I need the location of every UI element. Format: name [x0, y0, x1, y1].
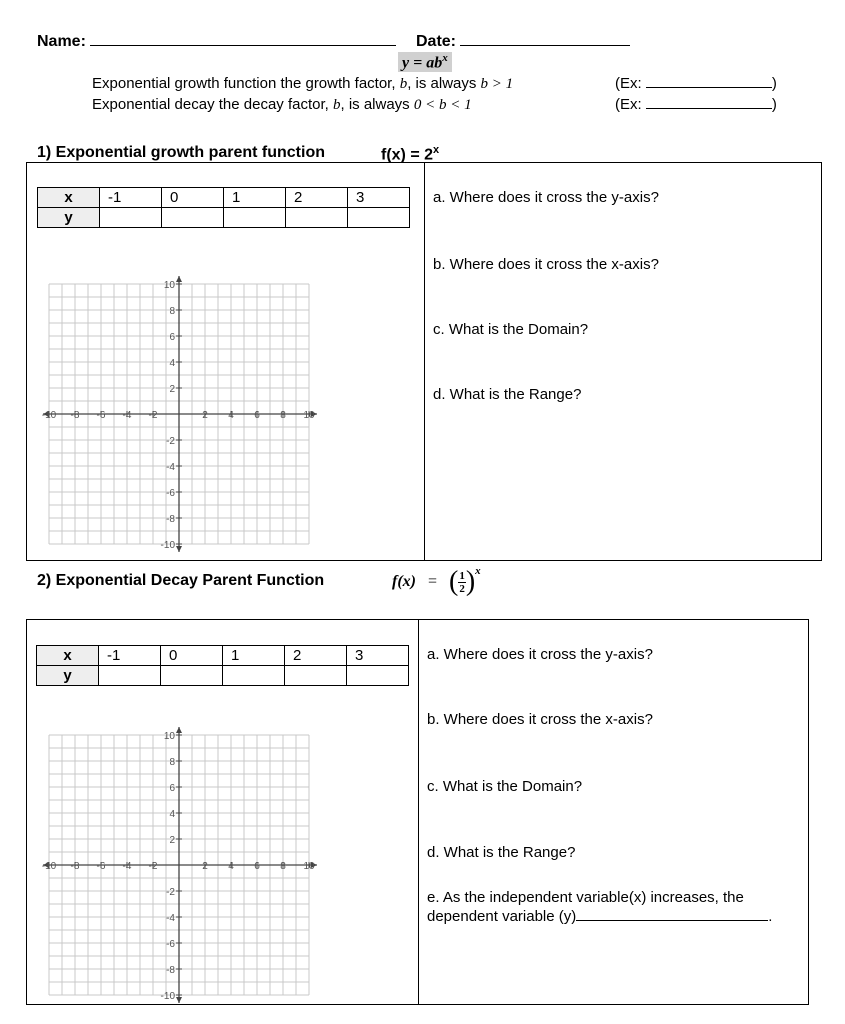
growth-note-text: Exponential growth function the growth factor, — [92, 75, 396, 92]
section1-function-text: f(x) = 2 — [381, 146, 434, 164]
section1-divider — [424, 163, 425, 560]
s2-question-e[interactable] — [427, 888, 807, 926]
x-header: x — [38, 188, 100, 208]
s2-question-e-line1: e. As the independent variable(x) increases, the — [427, 889, 744, 906]
section2-function-eq: = — [427, 573, 438, 590]
x-cell: 2 — [285, 646, 347, 666]
y-cell[interactable] — [162, 208, 224, 228]
decay-b-var: b — [333, 97, 341, 113]
y-tick-label: 2 — [169, 835, 175, 846]
x-tick-label: 2 — [202, 861, 208, 872]
table-row-y — [37, 666, 409, 686]
y-tick-label: -2 — [166, 887, 175, 898]
coordinate-grid-2[interactable] — [34, 715, 324, 1005]
y-tick-label: 4 — [169, 809, 175, 820]
x-tick-label: 10 — [303, 861, 315, 872]
y-tick-label: -4 — [166, 462, 175, 473]
x-tick-label: 2 — [202, 410, 208, 421]
fraction-denominator: 2 — [459, 582, 465, 595]
x-tick-label: -4 — [122, 861, 132, 872]
section2-title-text: 2) Exponential Decay Parent Function — [37, 572, 325, 589]
section1-title-text: 1) Exponential growth parent function — [37, 144, 325, 161]
table-row-y — [38, 208, 410, 228]
growth-note — [92, 75, 513, 93]
name-field[interactable] — [37, 33, 396, 51]
y-cell[interactable] — [99, 666, 161, 686]
section2-function — [392, 565, 481, 599]
x-cell: 3 — [348, 188, 410, 208]
x-cell: 1 — [224, 188, 286, 208]
growth-ex-label: (Ex: — [615, 75, 642, 92]
x-tick-label: 8 — [280, 410, 286, 421]
decay-ex-close: ) — [771, 96, 777, 113]
x-cell: -1 — [100, 188, 162, 208]
x-tick-label: 6 — [254, 861, 260, 872]
y-tick-label: 8 — [169, 757, 175, 768]
growth-ex-line[interactable] — [646, 87, 772, 88]
decay-note — [92, 96, 472, 114]
fraction-numerator: 1 — [459, 569, 465, 582]
x-cell: 0 — [162, 188, 224, 208]
y-tick-label: 10 — [163, 731, 175, 742]
s1-question-b: b. Where does it cross the x-axis? — [433, 256, 659, 273]
y-cell[interactable] — [286, 208, 348, 228]
name-input-line[interactable] — [90, 45, 396, 46]
y-cell[interactable] — [161, 666, 223, 686]
section2-function-exp: x — [475, 565, 481, 577]
x-tick-label: 6 — [254, 410, 260, 421]
section2-table — [36, 645, 409, 686]
formula-exponent: x — [442, 52, 448, 64]
y-tick-label: 6 — [169, 332, 175, 343]
y-tick-label: -8 — [166, 965, 175, 976]
section2-title — [37, 572, 324, 590]
growth-note-mid: , is always — [407, 75, 477, 92]
x-tick-label: 4 — [228, 410, 234, 421]
y-tick-label: 2 — [169, 384, 175, 395]
date-label: Date: — [416, 33, 457, 50]
s2-question-a: a. Where does it cross the y-axis? — [427, 646, 653, 663]
y-tick-label: -8 — [166, 514, 175, 525]
x-tick-label: -2 — [148, 410, 158, 421]
y-tick-label: -10 — [160, 991, 175, 1002]
x-tick-label: -10 — [41, 410, 57, 421]
x-tick-label: -6 — [96, 410, 106, 421]
y-tick-label: 4 — [169, 358, 175, 369]
x-cell: 0 — [161, 646, 223, 666]
growth-example[interactable] — [615, 75, 777, 92]
y-axis-arrow-up — [176, 727, 182, 733]
section1-table — [37, 187, 410, 228]
date-input-line[interactable] — [460, 45, 630, 46]
y-tick-label: -4 — [166, 913, 175, 924]
x-tick-label: 10 — [303, 410, 315, 421]
fraction — [458, 570, 466, 595]
x-cell: 2 — [286, 188, 348, 208]
growth-b-var: b — [399, 76, 408, 92]
y-tick-label: 10 — [163, 280, 175, 291]
y-tick-label: 8 — [169, 306, 175, 317]
y-cell[interactable] — [224, 208, 286, 228]
y-cell[interactable] — [100, 208, 162, 228]
y-tick-label: 6 — [169, 783, 175, 794]
y-tick-label: -2 — [166, 436, 175, 447]
s1-question-d: d. What is the Range? — [433, 386, 582, 403]
x-header: x — [37, 646, 99, 666]
growth-ex-close: ) — [771, 75, 777, 92]
right-paren-glyph: ) — [465, 566, 476, 597]
y-tick-label: -6 — [166, 488, 175, 499]
formula-text: y = ab — [402, 54, 443, 72]
s2-question-e-blank[interactable] — [576, 920, 768, 921]
s2-question-c: c. What is the Domain? — [427, 778, 583, 795]
x-tick-label: -4 — [122, 410, 132, 421]
x-tick-label: -8 — [70, 410, 80, 421]
table-row-x — [37, 646, 409, 666]
x-tick-label: -6 — [96, 861, 106, 872]
section1-function-exp: x — [433, 144, 440, 156]
y-cell[interactable] — [347, 666, 409, 686]
x-tick-label: -10 — [41, 861, 57, 872]
x-tick-label: -8 — [70, 861, 80, 872]
x-tick-label: 4 — [228, 861, 234, 872]
y-tick-label: -10 — [160, 540, 175, 551]
decay-ex-label: (Ex: — [615, 96, 642, 113]
y-cell[interactable] — [223, 666, 285, 686]
x-cell: -1 — [99, 646, 161, 666]
name-label: Name: — [37, 33, 86, 50]
section1-title — [37, 144, 325, 162]
coordinate-grid-1[interactable] — [34, 264, 324, 554]
decay-condition: 0 < b < 1 — [413, 97, 472, 113]
section2-divider — [418, 620, 419, 1004]
y-cell[interactable] — [285, 666, 347, 686]
decay-ex-line[interactable] — [646, 108, 772, 109]
s2-question-b: b. Where does it cross the x-axis? — [427, 711, 653, 728]
decay-note-mid: , is always — [340, 96, 410, 113]
table-row-x — [38, 188, 410, 208]
x-tick-label: 8 — [280, 861, 286, 872]
s1-question-c: c. What is the Domain? — [433, 321, 589, 338]
formula-display — [398, 52, 452, 72]
y-cell[interactable] — [348, 208, 410, 228]
section2-function-lhs: f(x) — [392, 573, 416, 590]
x-tick-label: -2 — [148, 861, 158, 872]
y-header: y — [37, 666, 99, 686]
decay-note-text: Exponential decay the decay factor, — [92, 96, 329, 113]
y-axis-arrow-down — [176, 997, 182, 1003]
y-axis-arrow-up — [176, 276, 182, 282]
x-cell: 3 — [347, 646, 409, 666]
y-tick-label: -6 — [166, 939, 175, 950]
x-cell: 1 — [223, 646, 285, 666]
left-paren-glyph: ( — [449, 566, 459, 597]
growth-condition: b > 1 — [480, 76, 514, 92]
y-header: y — [38, 208, 100, 228]
s1-question-a: a. Where does it cross the y-axis? — [433, 189, 659, 206]
s2-question-e-line2: dependent variable (y) — [427, 908, 577, 925]
date-field[interactable] — [416, 33, 630, 51]
decay-example[interactable] — [615, 96, 777, 113]
y-axis-arrow-down — [176, 546, 182, 552]
s2-question-d: d. What is the Range? — [427, 844, 576, 861]
s2-question-e-end: . — [768, 908, 773, 925]
